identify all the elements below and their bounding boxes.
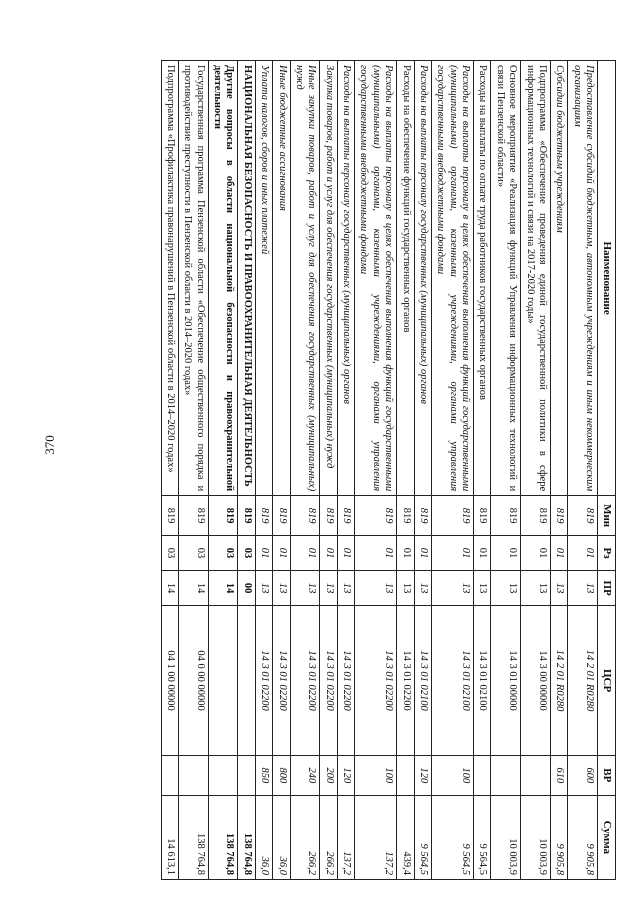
table-row — [320, 61, 337, 880]
cell-name: Закупка товаров, работ и услуг для обеспечения государственных (муниципальных) нужд — [320, 61, 337, 496]
table-row — [290, 61, 320, 880]
cell-csr: 14 3 01 02200 — [255, 606, 272, 756]
cell-vr: 850 — [255, 755, 272, 795]
cell-csr: 14 3 01 02200 — [397, 606, 414, 756]
cell-min: 819 — [397, 496, 414, 536]
table-row — [161, 61, 178, 880]
cell-name: Подпрограмма «Профилактика правонарушений в Пензенской области в 2014–2020 годах» — [161, 61, 178, 496]
cell-vr — [161, 755, 178, 795]
cell-sum: 138 764,8 — [208, 795, 238, 879]
cell-csr — [238, 606, 255, 756]
header-pr: ПР — [598, 571, 616, 606]
cell-csr: 04 1 00 00000 — [161, 606, 178, 756]
cell-min: 819 — [238, 496, 255, 536]
cell-pr: 13 — [337, 571, 354, 606]
cell-sum: 266,2 — [320, 795, 337, 879]
cell-vr: 100 — [355, 755, 397, 795]
budget-table — [161, 60, 616, 880]
cell-sum: 14 613,1 — [161, 795, 178, 879]
cell-vr: 610 — [550, 755, 567, 795]
cell-csr: 14 3 01 02200 — [355, 606, 397, 756]
cell-rz: 01 — [521, 536, 551, 571]
cell-pr: 13 — [568, 571, 598, 606]
cell-vr — [208, 755, 238, 795]
cell-sum: 138 764,8 — [238, 795, 255, 879]
page-number: 370 — [41, 435, 57, 455]
cell-pr: 13 — [320, 571, 337, 606]
cell-pr: 13 — [550, 571, 567, 606]
cell-vr: 120 — [414, 755, 431, 795]
cell-pr: 13 — [521, 571, 551, 606]
cell-rz: 01 — [255, 536, 272, 571]
cell-name: Иные закупки товаров, работ и услуг для обеспечения государственных (муниципальных) нужд — [290, 61, 320, 496]
cell-min: 819 — [255, 496, 272, 536]
cell-pr: 13 — [273, 571, 290, 606]
cell-min: 819 — [320, 496, 337, 536]
header-rz: Рз — [598, 536, 616, 571]
cell-pr: 14 — [208, 571, 238, 606]
cell-csr: 14 3 01 02200 — [337, 606, 354, 756]
cell-min: 819 — [431, 496, 473, 536]
cell-csr — [208, 606, 238, 756]
cell-min: 819 — [491, 496, 521, 536]
rotated-table-wrapper — [66, 60, 616, 880]
table-row — [337, 61, 354, 880]
cell-sum: 137,2 — [337, 795, 354, 879]
cell-sum: 9 564,5 — [474, 795, 491, 879]
cell-pr: 14 — [161, 571, 178, 606]
table-row — [178, 61, 208, 880]
cell-rz: 01 — [337, 536, 354, 571]
cell-vr — [178, 755, 208, 795]
cell-min: 819 — [474, 496, 491, 536]
cell-vr — [238, 755, 255, 795]
cell-pr: 13 — [474, 571, 491, 606]
cell-csr: 14 2 01 R0280 — [550, 606, 567, 756]
table-row — [255, 61, 272, 880]
cell-min: 819 — [550, 496, 567, 536]
cell-sum: 439,4 — [397, 795, 414, 879]
cell-vr: 120 — [337, 755, 354, 795]
cell-vr: 100 — [431, 755, 473, 795]
cell-vr: 240 — [290, 755, 320, 795]
cell-sum: 138 764,8 — [178, 795, 208, 879]
cell-csr: 14 3 01 00000 — [491, 606, 521, 756]
header-sum: Сумма — [598, 795, 616, 879]
cell-vr: 600 — [568, 755, 598, 795]
cell-pr: 13 — [255, 571, 272, 606]
cell-min: 819 — [290, 496, 320, 536]
table-row — [208, 61, 238, 880]
cell-rz: 01 — [290, 536, 320, 571]
cell-vr — [474, 755, 491, 795]
header-csr: ЦСР — [598, 606, 616, 756]
cell-name: Предоставление субсидий бюджетным, автономным учреждениям и иным некоммерческим организациям — [568, 61, 598, 496]
cell-pr: 14 — [178, 571, 208, 606]
cell-pr: 13 — [290, 571, 320, 606]
cell-name: НАЦИОНАЛЬНАЯ БЕЗОПАСНОСТЬ И ПРАВООХРАНИТЕЛЬНАЯ ДЕЯТЕЛЬНОСТЬ — [238, 61, 255, 496]
cell-sum: 36,0 — [273, 795, 290, 879]
cell-vr — [397, 755, 414, 795]
cell-rz: 03 — [238, 536, 255, 571]
cell-sum: 266,2 — [290, 795, 320, 879]
header-name: Наименование — [598, 61, 616, 496]
cell-csr: 14 2 01 R0280 — [568, 606, 598, 756]
cell-sum: 10 003,9 — [491, 795, 521, 879]
cell-sum: 9 564,5 — [431, 795, 473, 879]
table-row — [414, 61, 431, 880]
cell-csr: 14 3 01 02200 — [320, 606, 337, 756]
cell-name: Расходы на выплаты персоналу в целях обеспечения выполнения функций государственными (муниципальными) органами, казенными учреждениями, органами управления государственными внебюджетными фондами — [431, 61, 473, 496]
cell-min: 819 — [273, 496, 290, 536]
cell-rz: 01 — [550, 536, 567, 571]
table-row — [238, 61, 255, 880]
cell-csr: 14 3 01 02100 — [474, 606, 491, 756]
cell-name: Подпрограмма «Обеспечение проведения единой государственной политики в сфере информационных технологий и связи на 2017-2020 годы» — [521, 61, 551, 496]
cell-min: 819 — [414, 496, 431, 536]
cell-name: Расходы на обеспечение функций государственных органов — [397, 61, 414, 496]
cell-csr: 14 3 01 02200 — [290, 606, 320, 756]
cell-rz: 01 — [273, 536, 290, 571]
cell-pr: 13 — [414, 571, 431, 606]
cell-pr: 13 — [397, 571, 414, 606]
cell-name: Субсидии бюджетным учреждениям — [550, 61, 567, 496]
cell-min: 819 — [161, 496, 178, 536]
cell-pr: 13 — [431, 571, 473, 606]
cell-csr: 14 3 01 02100 — [431, 606, 473, 756]
cell-rz: 01 — [414, 536, 431, 571]
table-row — [397, 61, 414, 880]
cell-rz: 03 — [178, 536, 208, 571]
cell-min: 819 — [355, 496, 397, 536]
header-min: Мин — [598, 496, 616, 536]
cell-pr: 13 — [355, 571, 397, 606]
cell-rz: 01 — [568, 536, 598, 571]
cell-csr: 14 3 01 02200 — [273, 606, 290, 756]
cell-vr: 800 — [273, 755, 290, 795]
cell-pr: 00 — [238, 571, 255, 606]
table-row — [491, 61, 521, 880]
cell-name: Расходы на выплаты персоналу в целях обеспечения выполнения функций государственными (муниципальными) органами, казенными учреждениями, органами управления государственными внебюджетными фондами — [355, 61, 397, 496]
cell-name: Уплата налогов, сборов и иных платежей — [255, 61, 272, 496]
cell-sum: 137,2 — [355, 795, 397, 879]
table-row — [273, 61, 290, 880]
table-row — [568, 61, 598, 880]
cell-min: 819 — [337, 496, 354, 536]
cell-vr — [521, 755, 551, 795]
table-row — [550, 61, 567, 880]
table-row — [431, 61, 473, 880]
cell-rz: 01 — [491, 536, 521, 571]
cell-name: Расходы на выплаты по оплате труда работников государственных органов — [474, 61, 491, 496]
cell-csr: 14 3 00 00000 — [521, 606, 551, 756]
cell-sum: 9 905,8 — [568, 795, 598, 879]
cell-sum: 9 905,8 — [550, 795, 567, 879]
header-vr: ВР — [598, 755, 616, 795]
cell-name: Расходы на выплаты персоналу государственных (муниципальных) органов — [337, 61, 354, 496]
cell-name: Другие вопросы в области национальной безопасности и правоохранительной деятельности — [208, 61, 238, 496]
cell-sum: 10 003,9 — [521, 795, 551, 879]
cell-min: 819 — [208, 496, 238, 536]
cell-vr: 200 — [320, 755, 337, 795]
cell-name: Расходы на выплаты персоналу государственных (муниципальных) органов — [414, 61, 431, 496]
cell-rz: 01 — [355, 536, 397, 571]
table-row — [521, 61, 551, 880]
cell-pr: 13 — [491, 571, 521, 606]
table-row — [474, 61, 491, 880]
cell-min: 819 — [568, 496, 598, 536]
cell-min: 819 — [521, 496, 551, 536]
cell-min: 819 — [178, 496, 208, 536]
cell-name: Основное мероприятие «Реализация функций Управления информационных технологий и связи Пензенской области» — [491, 61, 521, 496]
cell-name: Государственная программа Пензенской области «Обеспечение общественного порядка и противодействие преступности в Пензенской области в 2014–2020 годах» — [178, 61, 208, 496]
cell-rz: 03 — [208, 536, 238, 571]
cell-rz: 01 — [320, 536, 337, 571]
cell-csr: 14 3 01 02100 — [414, 606, 431, 756]
table-body — [161, 61, 598, 880]
table-header-row — [598, 61, 616, 880]
cell-rz: 01 — [431, 536, 473, 571]
cell-vr — [491, 755, 521, 795]
table-row — [355, 61, 397, 880]
cell-rz: 01 — [474, 536, 491, 571]
cell-sum: 9 564,5 — [414, 795, 431, 879]
cell-sum: 36,0 — [255, 795, 272, 879]
cell-name: Иные бюджетные ассигнования — [273, 61, 290, 496]
cell-csr: 04 0 00 00000 — [178, 606, 208, 756]
cell-rz: 03 — [161, 536, 178, 571]
cell-rz: 01 — [397, 536, 414, 571]
